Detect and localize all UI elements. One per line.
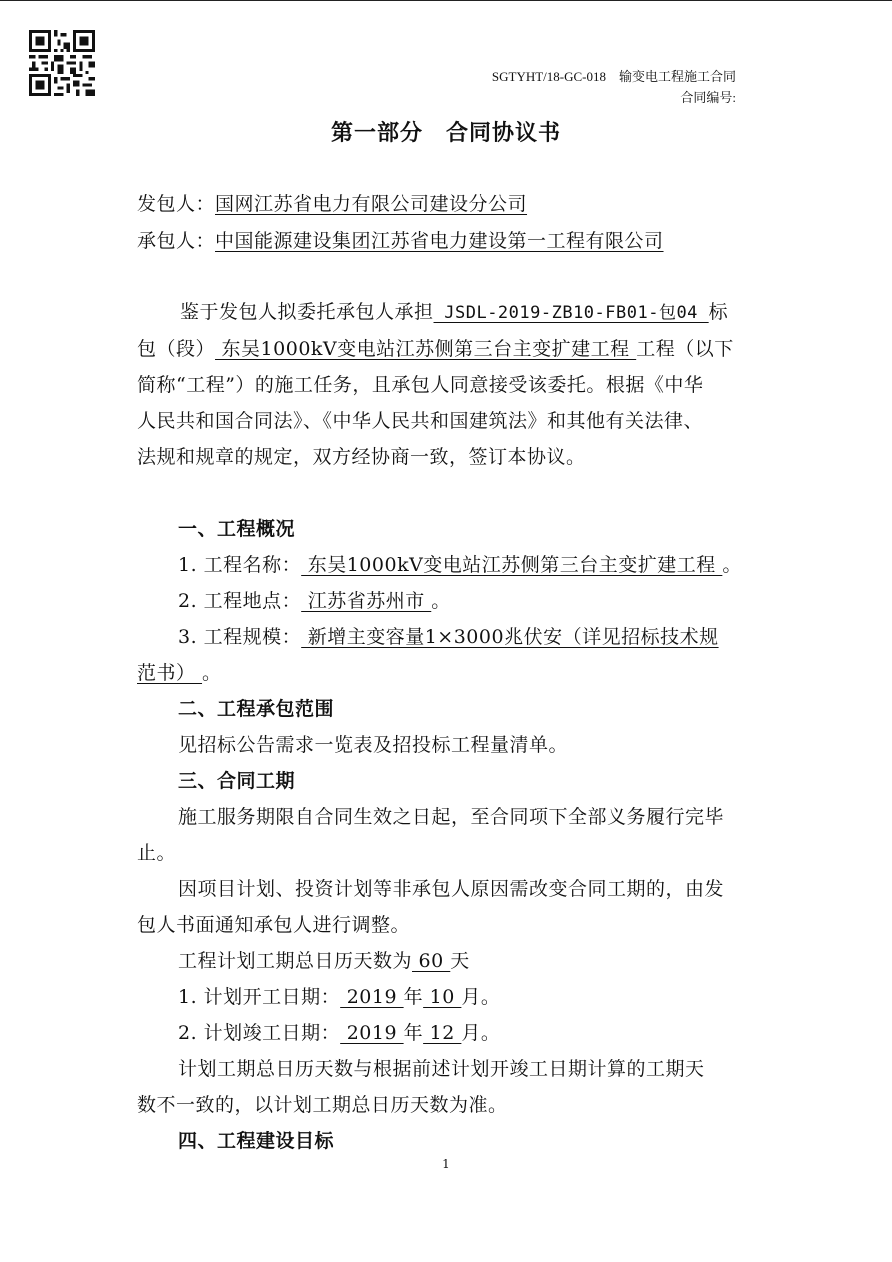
year-char: 年	[403, 1022, 424, 1044]
period: 。	[722, 554, 742, 576]
intro-text: 标	[708, 301, 729, 323]
month-char: 月。	[461, 1022, 501, 1044]
end-date-label: 2. 计划竣工日期：	[178, 1022, 341, 1044]
project-place-line	[178, 586, 451, 613]
project-name-line	[178, 550, 742, 577]
project-scale-line	[178, 622, 719, 649]
term-para-3-line-1: 计划工期总日历天数与根据前述计划开竣工日期计算的工期天	[178, 1058, 705, 1080]
start-year: 2019	[340, 986, 404, 1008]
intro-line-3: 简称“工程”）的施工任务，且承包人同意接受该委托。根据《中华	[137, 374, 704, 396]
project-name: 东吴1000kV变电站江苏侧第三台主变扩建工程	[215, 338, 637, 360]
project-scale-value: 新增主变容量1×3000兆伏安（详见招标技术规	[301, 626, 719, 648]
term-para-2-line-1: 因项目计划、投资计划等非承包人原因需改变合同工期的，由发	[178, 878, 725, 900]
page-title: 第一部分 合同协议书	[330, 121, 561, 146]
scope-text: 见招标公告需求一览表及招投标工程量清单。	[178, 734, 569, 756]
qr-code-icon	[28, 30, 96, 96]
page-number: 1	[442, 1157, 450, 1171]
project-scale-value-cont: 范书）	[137, 662, 203, 684]
project-name-label: 1. 工程名称：	[178, 554, 302, 576]
intro-line-1	[180, 297, 728, 324]
term-para-2-line-2: 包人书面通知承包人进行调整。	[137, 914, 411, 936]
employer-value: 国网江苏省电力有限公司建设分公司	[215, 193, 528, 215]
employer-line	[137, 189, 527, 216]
intro-line-2	[137, 334, 734, 361]
section-1-heading: 一、工程概况	[178, 518, 296, 540]
term-para-1-line-1: 施工服务期限自合同生效之日起，至合同项下全部义务履行完毕	[178, 806, 725, 828]
total-days-label: 工程计划工期总日历天数为	[178, 950, 413, 972]
employer-label: 发包人：	[137, 193, 216, 215]
total-days-line	[178, 946, 470, 973]
header-doc-code: SGTYHT/18-GC-018 输变电工程施工合同	[491, 69, 736, 84]
contractor-value: 中国能源建设集团江苏省电力建设第一工程有限公司	[215, 230, 664, 252]
total-days-value: 60	[412, 950, 451, 972]
section-3-heading: 三、合同工期	[178, 770, 296, 792]
intro-line-5: 法规和规章的规定，双方经协商一致，签订本协议。	[137, 446, 586, 468]
project-scale-line-2	[137, 658, 222, 685]
section-2-heading: 二、工程承包范围	[178, 698, 335, 720]
term-para-3-line-2: 数不一致的，以计划工期总日历天数为准。	[137, 1094, 508, 1116]
project-place-label: 2. 工程地点：	[178, 590, 302, 612]
period: 。	[431, 590, 451, 612]
project-name-value: 东吴1000kV变电站江苏侧第三台主变扩建工程	[301, 554, 723, 576]
section-4-heading: 四、工程建设目标	[178, 1130, 335, 1152]
package-code: JSDL-2019-ZB10-FB01-包04	[433, 303, 709, 323]
contractor-label: 承包人：	[137, 230, 216, 252]
intro-text: 工程（以下	[636, 338, 734, 360]
term-para-1-line-2: 止。	[137, 842, 177, 864]
end-year: 2019	[340, 1022, 404, 1044]
start-date-line	[178, 982, 500, 1009]
project-place-value: 江苏省苏州市	[301, 590, 432, 612]
page-top-border	[0, 0, 892, 1]
intro-text: 包（段）	[137, 338, 216, 360]
project-scale-label: 3. 工程规模：	[178, 626, 302, 648]
year-char: 年	[403, 986, 424, 1008]
intro-line-4: 人民共和国合同法》、《中华人民共和国建筑法》和其他有关法律、	[137, 410, 704, 432]
month-char: 月。	[461, 986, 501, 1008]
end-month: 12	[423, 1022, 462, 1044]
intro-text: 鉴于发包人拟委托承包人承担	[180, 301, 434, 323]
contractor-line	[137, 226, 664, 253]
period: 。	[202, 662, 222, 684]
start-date-label: 1. 计划开工日期：	[178, 986, 341, 1008]
days-unit: 天	[450, 950, 470, 972]
end-date-line	[178, 1018, 500, 1045]
start-month: 10	[423, 986, 462, 1008]
header-contract-number-label: 合同编号:	[680, 90, 736, 105]
